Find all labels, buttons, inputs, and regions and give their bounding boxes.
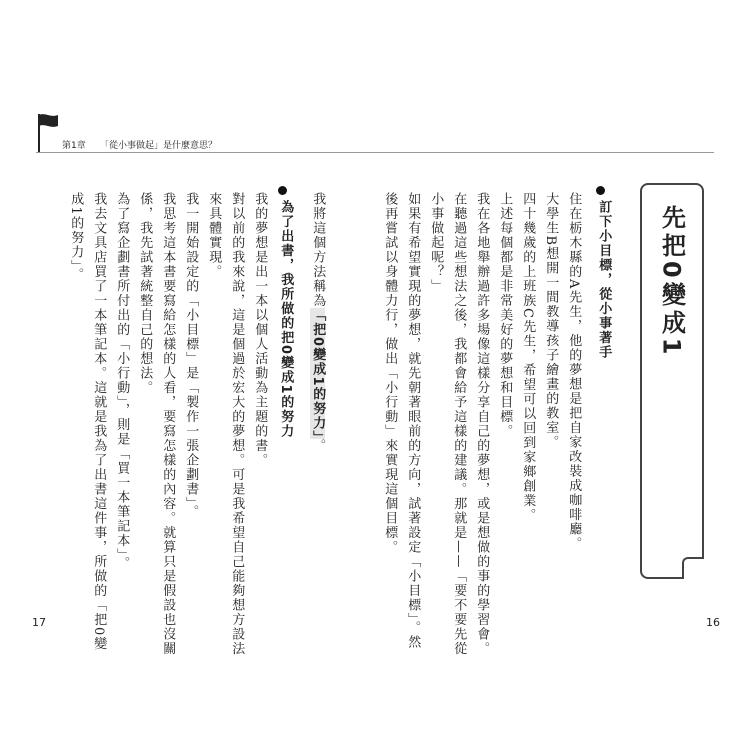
paragraph-line: 大學生B想開一間教導孩子繪畫的教室。 — [543, 192, 559, 450]
paragraph-line: 對以前的我來說，這是個過於宏大的夢想。可是我希望自己能夠想方設法 — [229, 192, 245, 656]
paragraph-line: 我的夢想是出一本以個人活動為主題的書。 — [252, 192, 268, 468]
paragraph-line: 住在栃木縣的A先生，他的夢想是把自家改裝成咖啡廳。 — [566, 192, 582, 551]
section-heading: 訂下小目標，從小事著手 — [596, 200, 612, 360]
paragraph-line: 我在各地舉辦過許多場像這樣分享自己的夢想，或是想做的事的學習會。 — [474, 192, 490, 656]
bullet-icon — [278, 186, 287, 195]
paragraph-line: 後再嘗試以身體力行，做出「小行動」來實現這個目標。 — [382, 192, 398, 555]
paragraph-line: 如果有希望實現的夢想，就先朝著眼前的方向，試著設定「小目標」。然 — [405, 192, 421, 650]
page-number-left: 17 — [32, 616, 46, 629]
paragraph-line: 小事做起呢？」 — [428, 192, 444, 294]
paragraph-line: 來具體實現。 — [206, 192, 222, 279]
paragraph-line: 為了寫企劃書所付出的「小行動」，則是「買一本筆記本」。 — [114, 192, 130, 571]
paragraph-line: 我去文具店買了一本筆記本。這就是我為了出書這件事，所做的「把0變 — [91, 192, 107, 652]
paragraph-line: 係，我先試著統整自己的想法。 — [137, 192, 153, 395]
chapter-label: 第1章 — [62, 141, 86, 151]
page-curl-corner — [682, 557, 704, 579]
section-heading: 為了出書，我所做的把0變成1的努力 — [278, 200, 294, 439]
paragraph-line: 在聽過這些想法之後，我都會給予這樣的建議。那就是——「要不要先從 — [451, 192, 467, 656]
paragraph-line: 四十幾歲的上班族C先生，希望可以回到家鄉創業。 — [520, 192, 536, 523]
highlight-phrase: 「把0變成1的努力」 — [310, 308, 326, 439]
intro-text-before: 我將這個方法稱為 — [310, 192, 326, 308]
paragraph-line: 我思考這本書要寫給怎樣的人看，要寫怎樣的內容。就算只是假設也沒關 — [160, 192, 176, 656]
bullet-icon — [596, 186, 605, 195]
chapter-title: 「從小事做起」是什麼意思？ — [100, 141, 218, 151]
intro-text-after: 。 — [310, 438, 326, 454]
paragraph-line: 我一開始設定的「小目標」是「製作一張企劃書」。 — [183, 192, 199, 519]
paragraph-line: 上述每個都是非常美好的夢想和目標。 — [497, 192, 513, 439]
paragraph-line: 成1的努力」。 — [68, 192, 84, 283]
section-title-box — [640, 183, 704, 579]
page-number-right: 16 — [706, 616, 720, 629]
intro-line — [308, 192, 326, 453]
header-rule — [36, 152, 714, 153]
flag-icon — [36, 112, 60, 152]
section-title: 先把0變成1 — [657, 205, 686, 359]
